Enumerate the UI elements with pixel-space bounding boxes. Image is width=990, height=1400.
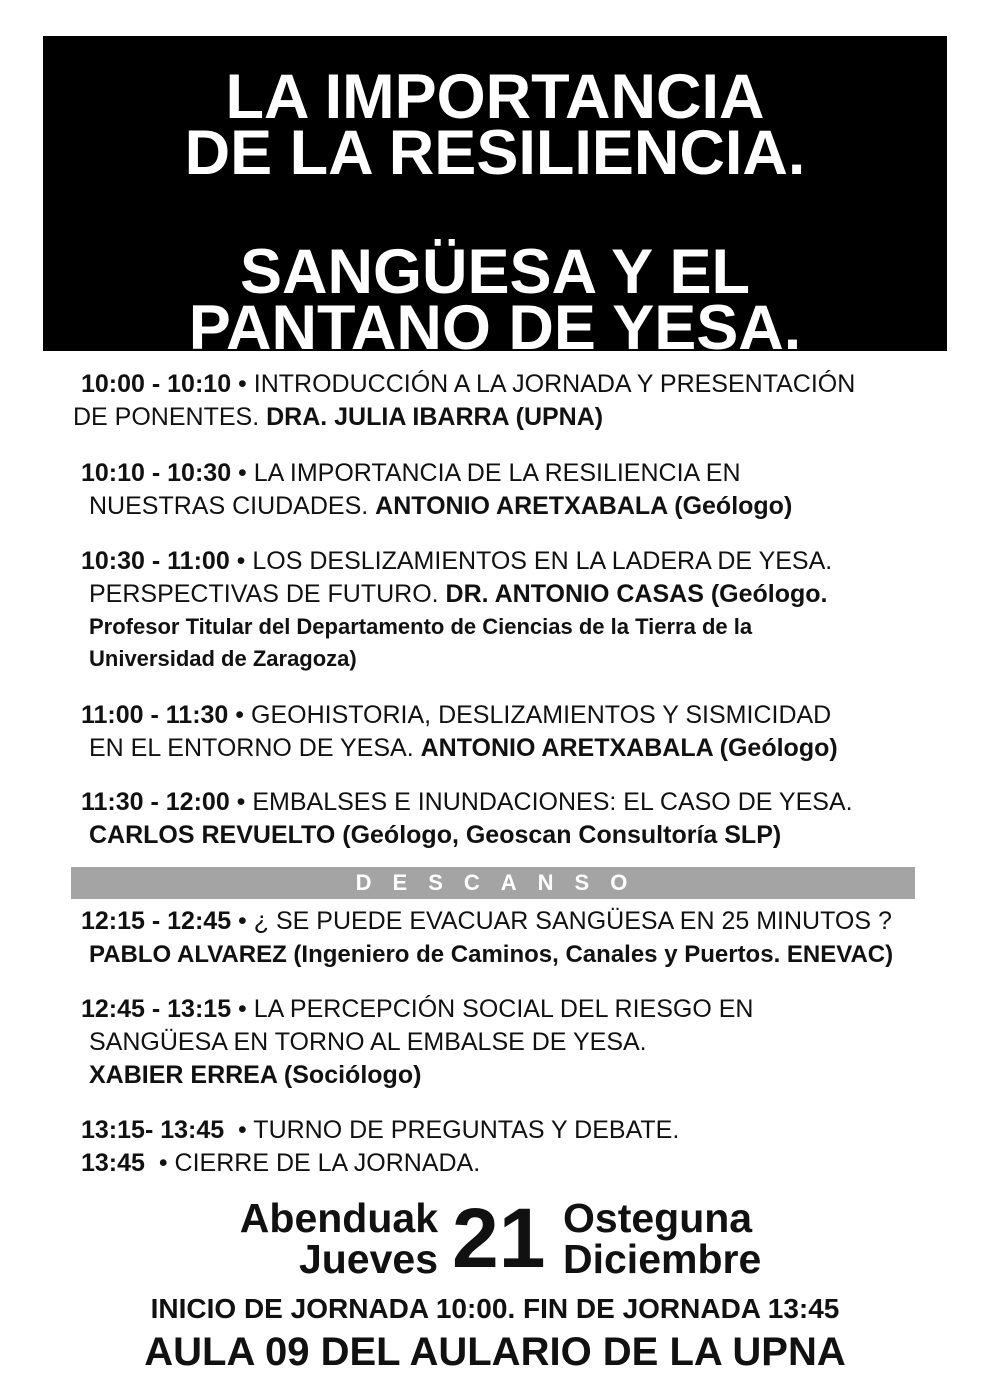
program-item: 11:00 - 11:30 • GEOHISTORIA, DESLIZAMIENTOS Y SISMICIDAD EN EL ENTORNO DE YESA. ANTONIO ARETXABALA (Geólogo) — [81, 701, 838, 762]
session-title: LOS DESLIZAMIENTOS EN LA LADERA DE YESA. — [252, 547, 833, 575]
session-title: GEOHISTORIA, DESLIZAMIENTOS Y SISMICIDAD — [251, 701, 832, 729]
schedule-summary: INICIO DE JORNADA 10:00. FIN DE JORNADA 13:45 — [150, 1293, 840, 1324]
session-speaker-affiliation: Profesor Titular del Departamento de Ciencias de la Tierra de la — [89, 614, 753, 639]
session-speaker: PABLO ALVAREZ (Ingeniero de Caminos, Canales y Puertos. ENEVAC) — [89, 941, 894, 968]
program-item: 10:10 - 10:30 • LA IMPORTANCIA DE LA RESILIENCIA EN NUESTRAS CIUDADES. ANTONIO ARETXABALA (Geólogo) — [81, 459, 793, 520]
program-item: 10:30 - 11:00 • LOS DESLIZAMIENTOS EN LA LADERA DE YESA. PERSPECTIVAS DE FUTURO. DR. ANTONIO CASAS (Geólogo. Profesor Titular del Departamento de Ciencias de la Tierra de la Universidad de Zaragoza) — [81, 545, 832, 675]
session-title: CIERRE DE LA JORNADA. — [174, 1149, 481, 1177]
date-day-number: 21 — [452, 1191, 546, 1285]
session-time: 11:00 - 11:30 — [81, 701, 229, 729]
program-item: 10:00 - 10:10 • INTRODUCCIÓN A LA JORNADA Y PRESENTACIÓN DE PONENTES. DRA. JULIA IBARRA (UPNA) — [73, 370, 856, 431]
session-title: NUESTRAS CIUDADES. — [89, 492, 376, 520]
session-time: 12:45 - 13:15 — [81, 995, 232, 1023]
program-item: 12:45 - 13:15 • LA PERCEPCIÓN SOCIAL DEL RIESGO EN SANGÜESA EN TORNO AL EMBALSE DE YESA. XABIER ERREA (Sociólogo) — [81, 993, 753, 1092]
break-banner: DESCANSO — [71, 867, 915, 899]
title-main — [43, 62, 947, 188]
program-item: 13:15- 13:45 • TURNO DE PREGUNTAS Y DEBATE. — [81, 1116, 680, 1144]
venue: AULA 09 DEL AULARIO DE LA UPNA — [144, 1330, 846, 1374]
session-speaker: CARLOS REVUELTO (Geólogo, Geoscan Consultoría SLP) — [89, 821, 782, 849]
session-speaker-affiliation: Universidad de Zaragoza) — [89, 646, 357, 671]
program-item: 13:45 • CIERRE DE LA JORNADA. — [81, 1149, 481, 1177]
session-title: PERSPECTIVAS DE FUTURO. — [89, 580, 446, 608]
title-subtitle — [43, 237, 947, 363]
session-title: INTRODUCCIÓN A LA JORNADA Y PRESENTACIÓN — [253, 370, 856, 398]
title-line: PANTANO DE YESA. — [188, 293, 802, 363]
date-weekday-basque: Osteguna — [563, 1195, 753, 1241]
session-title: TURNO DE PREGUNTAS Y DEBATE. — [253, 1116, 680, 1144]
session-speaker: ANTONIO ARETXABALA (Geólogo) — [420, 734, 838, 762]
session-title: EN EL ENTORNO DE YESA. — [89, 734, 421, 762]
session-time: 10:30 - 11:00 — [81, 547, 230, 575]
session-time: 13:45 — [81, 1149, 145, 1177]
date-weekday-month-right — [563, 1195, 762, 1282]
session-title: LA PERCEPCIÓN SOCIAL DEL RIESGO EN — [253, 995, 754, 1023]
session-time: 12:15 - 12:45 — [81, 907, 232, 935]
title-line: LA IMPORTANCIA — [225, 62, 765, 132]
program-item: 11:30 - 12:00 • EMBALSES E INUNDACIONES: EL CASO DE YESA. CARLOS REVUELTO (Geólogo, Geoscan Consultoría SLP) — [81, 786, 853, 852]
date-weekday-month-left — [239, 1195, 438, 1282]
program-item: 12:15 - 12:45 • ¿ SE PUEDE EVACUAR SANGÜESA EN 25 MINUTOS ? PABLO ALVAREZ (Ingeniero de Caminos, Canales y Puertos. ENEVAC) — [81, 905, 893, 971]
session-title: SANGÜESA EN TORNO AL EMBALSE DE YESA. — [89, 1028, 647, 1056]
date-month-basque: Abenduak — [239, 1195, 438, 1241]
session-title: LA IMPORTANCIA DE LA RESILIENCIA EN — [253, 459, 741, 487]
session-speaker: ANTONIO ARETXABALA (Geólogo) — [375, 492, 793, 520]
session-speaker: XABIER ERREA (Sociólogo) — [89, 1061, 422, 1089]
session-time: 10:00 - 10:10 — [81, 370, 232, 398]
title-line: SANGÜESA Y EL — [240, 237, 750, 307]
event-date — [0, 1191, 990, 1296]
session-time: 10:10 - 10:30 — [81, 459, 232, 487]
title-banner — [43, 36, 947, 363]
date-month-spanish: Diciembre — [563, 1236, 762, 1282]
session-speaker: DRA. JULIA IBARRA (UPNA) — [266, 403, 604, 431]
session-time: 11:30 - 12:00 — [81, 788, 230, 816]
session-time: 13:15- 13:45 — [81, 1116, 225, 1144]
session-title: ¿ SE PUEDE EVACUAR SANGÜESA EN 25 MINUTOS ? — [253, 907, 892, 935]
session-title: DE PONENTES. — [73, 403, 267, 431]
date-weekday-spanish: Jueves — [298, 1236, 438, 1282]
session-speaker: DR. ANTONIO CASAS (Geólogo. — [445, 580, 828, 608]
title-line: DE LA RESILIENCIA. — [184, 118, 806, 188]
session-title: EMBALSES E INUNDACIONES: EL CASO DE YESA. — [252, 788, 853, 816]
